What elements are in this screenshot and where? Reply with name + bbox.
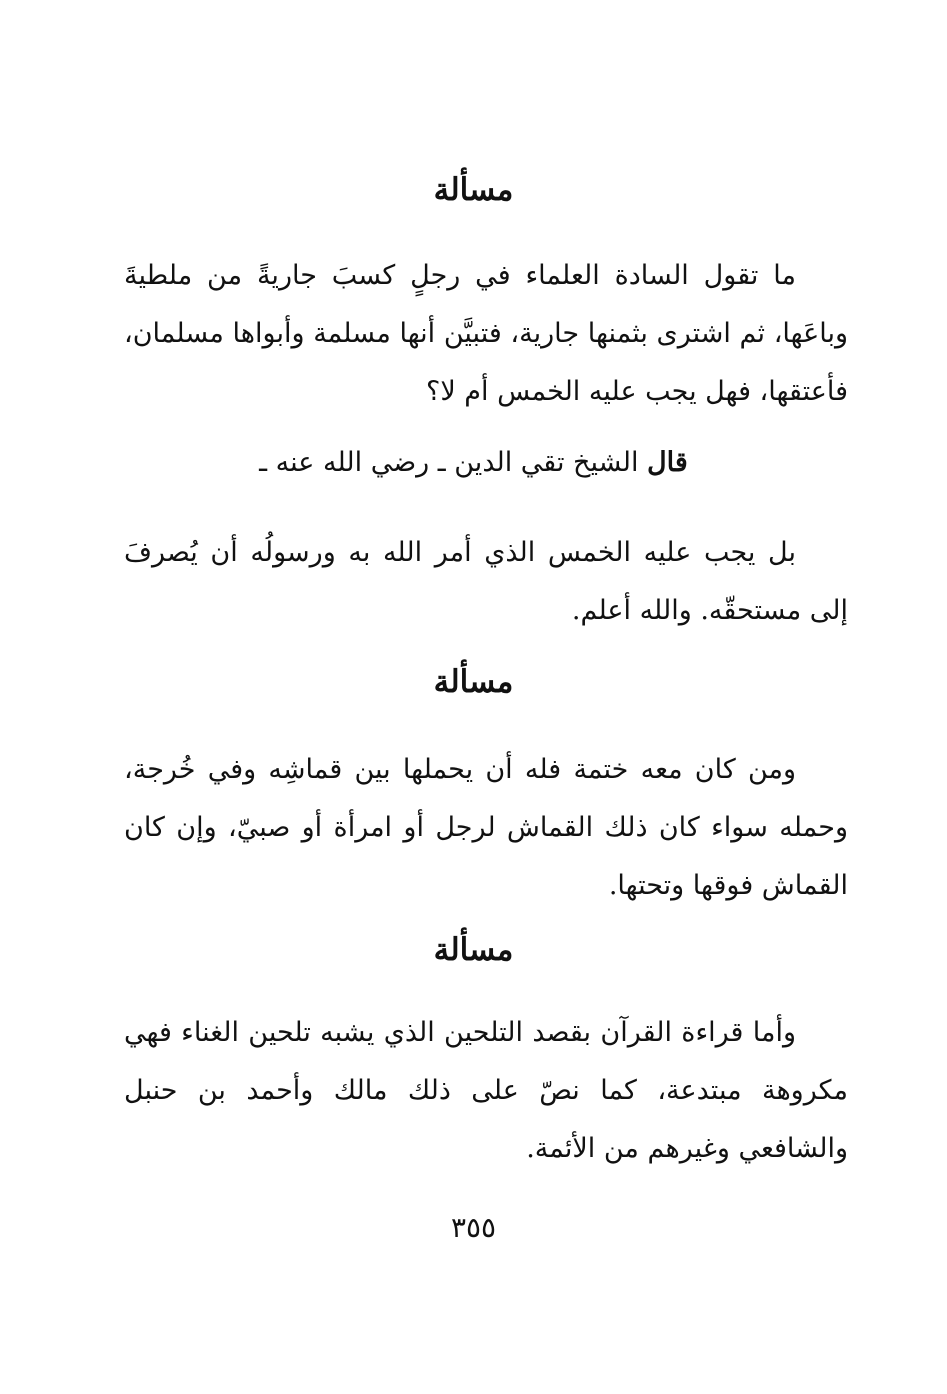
attribution-lead: قال [647, 447, 688, 478]
section-3-paragraph [124, 1004, 848, 1178]
section-heading-3: مسألة [433, 932, 514, 968]
question-text: ما تقول السادة العلماء في رجلٍ كسبَ جاريةً من ملطيةَ وباعَها، ثم اشترى بثمنها جارية، فتبيَّن أنها مسلمة وأبواها مسلمان، فأعتقها، فهل يجب عليه الخمس أم لا؟ [124, 260, 848, 407]
answer-text: بل يجب عليه الخمس الذي أمر الله به ورسولُه أن يُصرفَ إلى مستحقّه. والله أعلم. [124, 537, 848, 626]
answer-paragraph [124, 524, 848, 640]
section-3-text: وأما قراءة القرآن بقصد التلحين الذي يشبه تلحين الغناء فهي مكروهة مبتدعة، كما نصّ على ذلك مالك وأحمد بن حنبل والشافعي وغيرهم من الأئمة. [124, 1017, 848, 1164]
section-2-text: ومن كان معه ختمة فله أن يحملها بين قماشِه وفي خُرجة، وحمله سواء كان ذلك القماش لرجل أو امرأة أو صبيّ، وإن كان القماش فوقها وتحتها. [124, 754, 848, 901]
attribution-line [0, 441, 947, 485]
section-2-paragraph [124, 741, 848, 915]
section-heading-1: مسألة [433, 172, 514, 208]
attribution-text: الشيخ تقي الدين ـ رضي الله عنه ـ [259, 447, 639, 478]
question-paragraph [124, 247, 848, 421]
section-heading-2: مسألة [433, 664, 514, 700]
page-number: ٣٥٥ [450, 1211, 497, 1244]
